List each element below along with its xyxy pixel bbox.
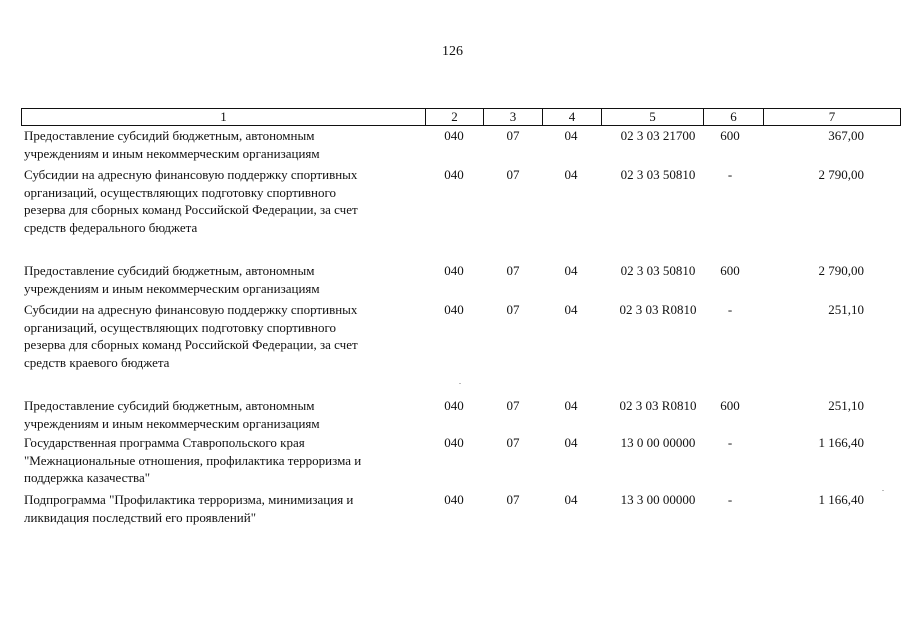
row-description [24,491,434,526]
cell-rz: 07 [506,263,520,278]
cell-vr: - [727,492,733,507]
cell-sum: 1 166,40 [818,492,864,507]
row-description [24,262,434,297]
description-line: резерва для сборных команд Российской Федерации, за счет [24,337,358,352]
row-description [24,127,434,162]
description-line: организаций, осуществляющих подготовку спортивного [24,319,336,335]
cell-gr: 040 [444,398,464,413]
cell-sum: 1 166,40 [818,435,864,450]
column-header-5: 5 [602,109,704,126]
cell-pr: 04 [564,398,578,413]
description-line: учреждениям и иным некоммерческим организациям [24,280,320,296]
cell-pr: 04 [564,492,578,507]
cell-gr: 040 [444,435,464,450]
cell-csr: 13 3 00 00000 [620,492,696,507]
cell-gr: 040 [444,263,464,278]
cell-vr: - [727,435,733,450]
cell-pr: 04 [564,435,578,450]
cell-sum: 251,10 [828,302,864,317]
description-line: организаций, осуществляющих подготовку спортивного [24,184,336,200]
description-line: Субсидии на адресную финансовую поддержку спортивных [24,302,358,317]
description-line: резерва для сборных команд Российской Федерации, за счет [24,202,358,217]
cell-sum: 2 790,00 [818,167,864,182]
cell-csr: 02 3 03 50810 [620,263,696,278]
cell-sum: 251,10 [828,398,864,413]
description-line: учреждениям и иным некоммерческим организациям [24,415,320,431]
cell-gr: 040 [444,492,464,507]
cell-gr: 040 [444,128,464,143]
description-line: средств федерального бюджета [24,219,198,235]
cell-pr: 04 [564,302,578,317]
cell-csr: 13 0 00 00000 [620,435,696,450]
cell-gr: 040 [444,302,464,317]
description-line: Государственная программа Ставропольского края [24,435,305,450]
description-line: поддержка казачества" [24,470,151,485]
description-line: средств краевого бюджета [24,354,170,370]
column-header-row [21,108,901,126]
column-header-1: 1 [22,109,426,126]
cell-vr: 600 [720,398,740,413]
column-header-6: 6 [704,109,764,126]
cell-rz: 07 [506,492,520,507]
column-header-2: 2 [426,109,484,126]
cell-csr: 02 3 03 21700 [620,128,696,143]
cell-rz: 07 [506,398,520,413]
row-description [24,434,434,487]
scan-speck [882,490,884,491]
description-line: Предоставление субсидий бюджетным, автономным [24,398,315,413]
description-line: Субсидии на адресную финансовую поддержку спортивных [24,167,358,182]
column-header-7: 7 [764,109,901,126]
cell-vr: - [727,302,733,317]
cell-rz: 07 [506,435,520,450]
page-number: 126 [442,44,463,59]
cell-vr: 600 [720,263,740,278]
cell-rz: 07 [506,302,520,317]
row-description [24,397,434,432]
cell-pr: 04 [564,263,578,278]
cell-pr: 04 [564,167,578,182]
cell-vr: - [727,167,733,182]
cell-csr: 02 3 03 R0810 [619,302,697,317]
description-line: Предоставление субсидий бюджетным, автономным [24,128,315,143]
cell-pr: 04 [564,128,578,143]
description-line: учреждениям и иным некоммерческим организациям [24,145,320,161]
cell-rz: 07 [506,167,520,182]
row-description [24,166,434,236]
scan-speck [459,383,461,384]
cell-vr: 600 [720,128,740,143]
description-line: ликвидация последствий его проявлений" [24,509,257,525]
cell-rz: 07 [506,128,520,143]
cell-csr: 02 3 03 R0810 [619,398,697,413]
description-line: "Межнациональные отношения, профилактика терроризма и [24,452,362,468]
cell-sum: 367,00 [828,128,864,143]
description-line: Подпрограмма "Профилактика терроризма, минимизация и [24,492,354,507]
description-line: Предоставление субсидий бюджетным, автономным [24,263,315,278]
cell-sum: 2 790,00 [818,263,864,278]
cell-gr: 040 [444,167,464,182]
column-header-3: 3 [484,109,543,126]
row-description [24,301,434,371]
cell-csr: 02 3 03 50810 [620,167,696,182]
column-header-4: 4 [543,109,602,126]
